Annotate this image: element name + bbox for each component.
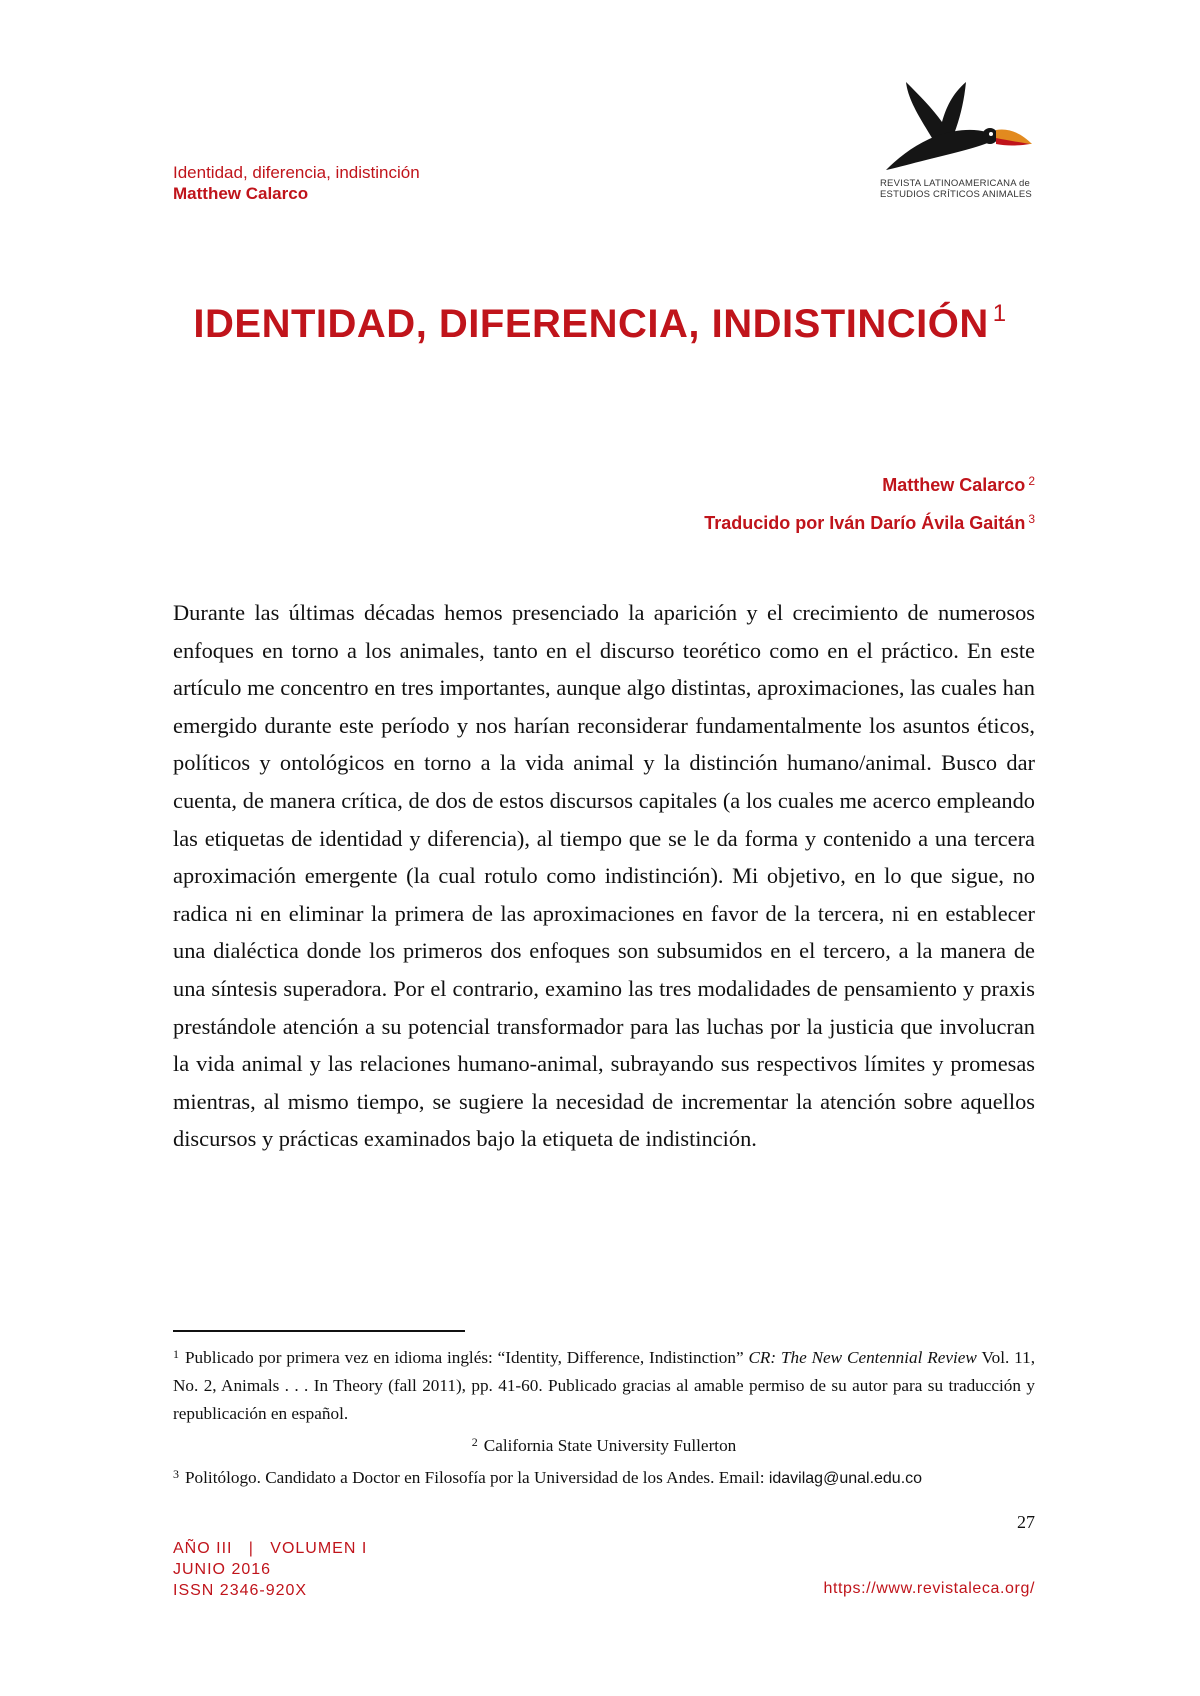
running-title: Identidad, diferencia, indistinción	[173, 163, 420, 182]
author-name: Matthew Calarco	[882, 475, 1026, 495]
abstract-paragraph: Durante las últimas décadas hemos presenciado la aparición y el crecimiento de numerosos enfoques en torno a los animales, tanto en el discurso teorético como en el práctico. En este artículo me concentro en tres importantes, aunque algo distintas, aproximaciones, las cuales han emergido durante este período y nos harían reconsiderar fundamentalmente los asuntos éticos, políticos y ontológicos en torno a la vida animal y la distinción humano/animal. Busco dar cuenta, de manera crítica, de dos de estos discursos capitales (a los cuales me acerco empleando las etiquetas de identidad y diferencia), al tiempo que se le da forma y contenido a una tercera aproximación emergente (la cual rotulo como indistinción). Mi objetivo, en lo que sigue, no radica ni en eliminar la primera de las aproximaciones en favor de la tercera, ni en establecer una dialéctica donde los primeros dos enfoques son subsumidos en el tercero, a la manera de una síntesis superadora. Por el contrario, examino las tres modalidades de pensamiento y praxis prestándole atención a su potencial transformador para las luchas por la justicia que involucran la vida animal y las relaciones humano-animal, subrayando sus respectivos límites y promesas mientras, al mismo tiempo, se sugiere la necesidad de incrementar la atención sobre aquellos discursos y prácticas examinados bajo la etiqueta de indistinción.	[173, 600, 1035, 1152]
footnote-1-number: 1	[173, 1347, 179, 1361]
translator-footnote-ref[interactable]: 3	[1028, 512, 1035, 526]
footnote-3	[173, 1460, 1035, 1493]
journal-logo	[880, 78, 1040, 200]
footnote-3-number: 3	[173, 1467, 179, 1481]
running-author: Matthew Calarco	[173, 184, 309, 203]
footnote-1	[173, 1340, 1035, 1428]
page-number: 27	[1017, 1512, 1035, 1532]
footnote-divider	[173, 1330, 465, 1332]
footer-issue: AÑO III | VOLUMEN I	[173, 1540, 368, 1557]
footnote-3-text: Politólogo. Candidato a Doctor en Filosofía por la Universidad de los Andes. Email:	[185, 1468, 765, 1487]
article-title	[0, 300, 1200, 347]
footer-website-link[interactable]: https://www.revistaleca.org/	[823, 1580, 1035, 1597]
footnotes	[173, 1340, 1035, 1493]
logo-line-1: REVISTA LATINOAMERICANA de	[880, 178, 1031, 189]
author-footnote-ref[interactable]: 2	[1028, 474, 1035, 488]
footnote-2	[173, 1428, 1035, 1460]
footer-issn: ISSN 2346-920X	[173, 1582, 308, 1599]
footnote-1-journal: CR: The New Centennial Review	[748, 1348, 977, 1367]
translator-name: Traducido por Iván Darío Ávila Gaitán	[704, 513, 1026, 533]
byline	[704, 464, 1035, 540]
translator-line	[704, 502, 1035, 540]
footer-issue-info	[173, 1538, 367, 1601]
footnote-2-number: 2	[471, 1435, 478, 1449]
logo-line-2: ESTUDIOS CRÍTICOS ANIMALES	[880, 189, 1032, 200]
running-header	[173, 162, 420, 204]
footnote-3-email-link[interactable]: idavilag@unal.edu.co	[768, 1470, 923, 1487]
footnote-1-text: Publicado por primera vez en idioma inglés: “Identity, Difference, Indistinction”	[185, 1348, 744, 1367]
footnote-1-details: Vol. 11, No. 2, Animals . . . In Theory (fall 2011), pp. 41-60. Publicado gracias al amable permiso de su autor para su traducción y republicación en español.	[173, 1348, 1035, 1423]
title-text: IDENTIDAD, DIFERENCIA, INDISTINCIÓN	[193, 302, 989, 346]
footer-date: JUNIO 2016	[173, 1561, 272, 1578]
title-footnote-ref[interactable]: 1	[992, 300, 1007, 327]
author-line	[704, 464, 1035, 502]
footnote-2-text: California State University Fullerton	[483, 1436, 737, 1455]
toucan-bird-logo-icon	[880, 78, 1040, 176]
